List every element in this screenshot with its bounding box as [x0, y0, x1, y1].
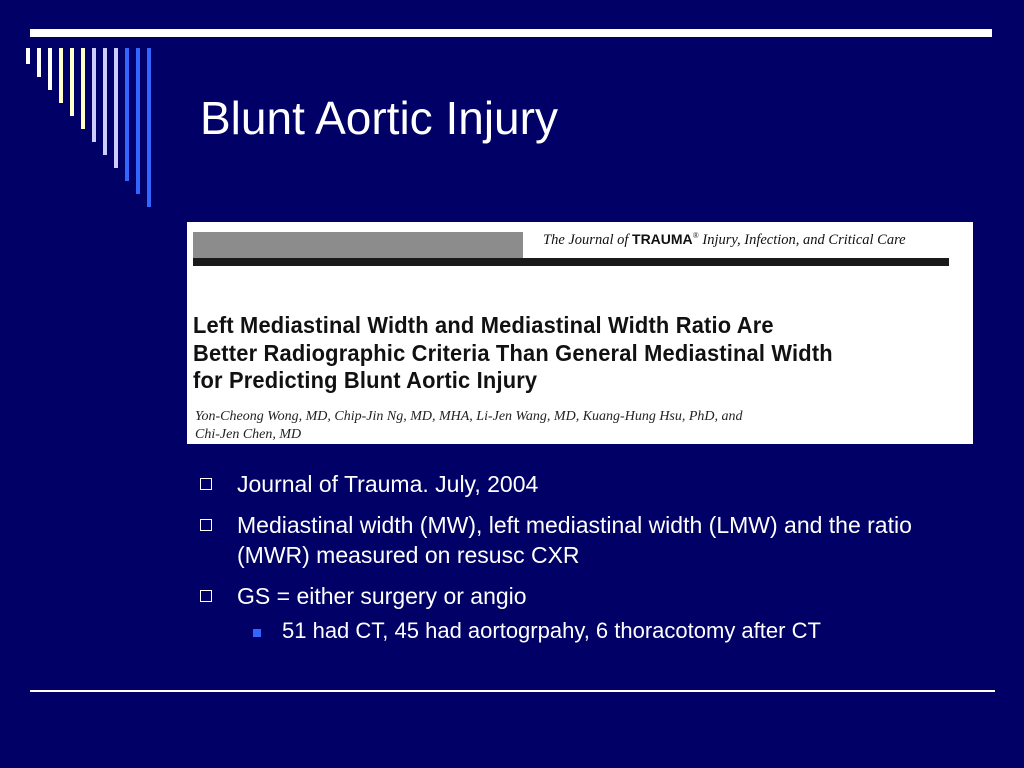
article-header-rule	[193, 258, 949, 266]
article-image	[187, 222, 973, 444]
article-title-line: for Predicting Blunt Aortic Injury	[193, 367, 538, 393]
hollow-square-bullet-icon	[200, 590, 212, 602]
article-header-bar	[193, 232, 523, 258]
stripe	[48, 48, 52, 90]
bullet-list	[200, 469, 990, 646]
bullet-item	[200, 581, 990, 611]
hollow-square-bullet-icon	[200, 519, 212, 531]
stripe	[70, 48, 74, 116]
article-authors	[195, 408, 885, 444]
sub-bullet-item	[253, 616, 990, 646]
stripe	[59, 48, 63, 103]
bottom-rule	[30, 690, 995, 692]
stripe	[103, 48, 107, 155]
journal-header	[543, 231, 953, 249]
author-line: Yon-Cheong Wong, MD, Chip-Jin Ng, MD, MHA, Li-Jen Wang, MD, Kuang-Hung Hsu, PhD, and	[195, 409, 743, 424]
filled-square-bullet-icon	[253, 629, 261, 637]
stripe	[125, 48, 129, 181]
author-line: Chi-Jen Chen, MD	[195, 427, 302, 442]
decorative-stripes	[0, 0, 180, 210]
stripe	[114, 48, 118, 168]
bullet-text: Mediastinal width (MW), left mediastinal width (LMW) and the ratio (MWR) measured on resusc CXR	[237, 512, 912, 568]
stripe	[26, 48, 30, 64]
journal-suffix: Injury, Infection, and Critical Care	[702, 232, 906, 248]
journal-prefix: The Journal of	[543, 232, 629, 248]
article-title-line: Better Radiographic Criteria Than General Mediastinal Width	[193, 339, 833, 366]
stripe	[81, 48, 85, 129]
article-title	[193, 312, 909, 395]
bullet-item	[200, 469, 990, 499]
bullet-text: GS = either surgery or angio	[237, 583, 527, 609]
journal-brand: TRAUMA	[632, 231, 693, 247]
bullet-text: Journal of Trauma. July, 2004	[237, 471, 539, 497]
stripe	[147, 48, 151, 207]
stripe	[37, 48, 41, 77]
stripe	[92, 48, 96, 142]
journal-registered-mark: ®	[692, 231, 699, 241]
hollow-square-bullet-icon	[200, 478, 212, 490]
article-title-line: Left Mediastinal Width and Mediastinal Width Ratio Are	[193, 312, 774, 338]
bullet-item	[200, 510, 990, 570]
stripe	[136, 48, 140, 194]
sub-bullet-text: 51 had CT, 45 had aortogrpahy, 6 thoracotomy after CT	[282, 618, 821, 643]
slide-title: Blunt Aortic Injury	[200, 92, 558, 144]
